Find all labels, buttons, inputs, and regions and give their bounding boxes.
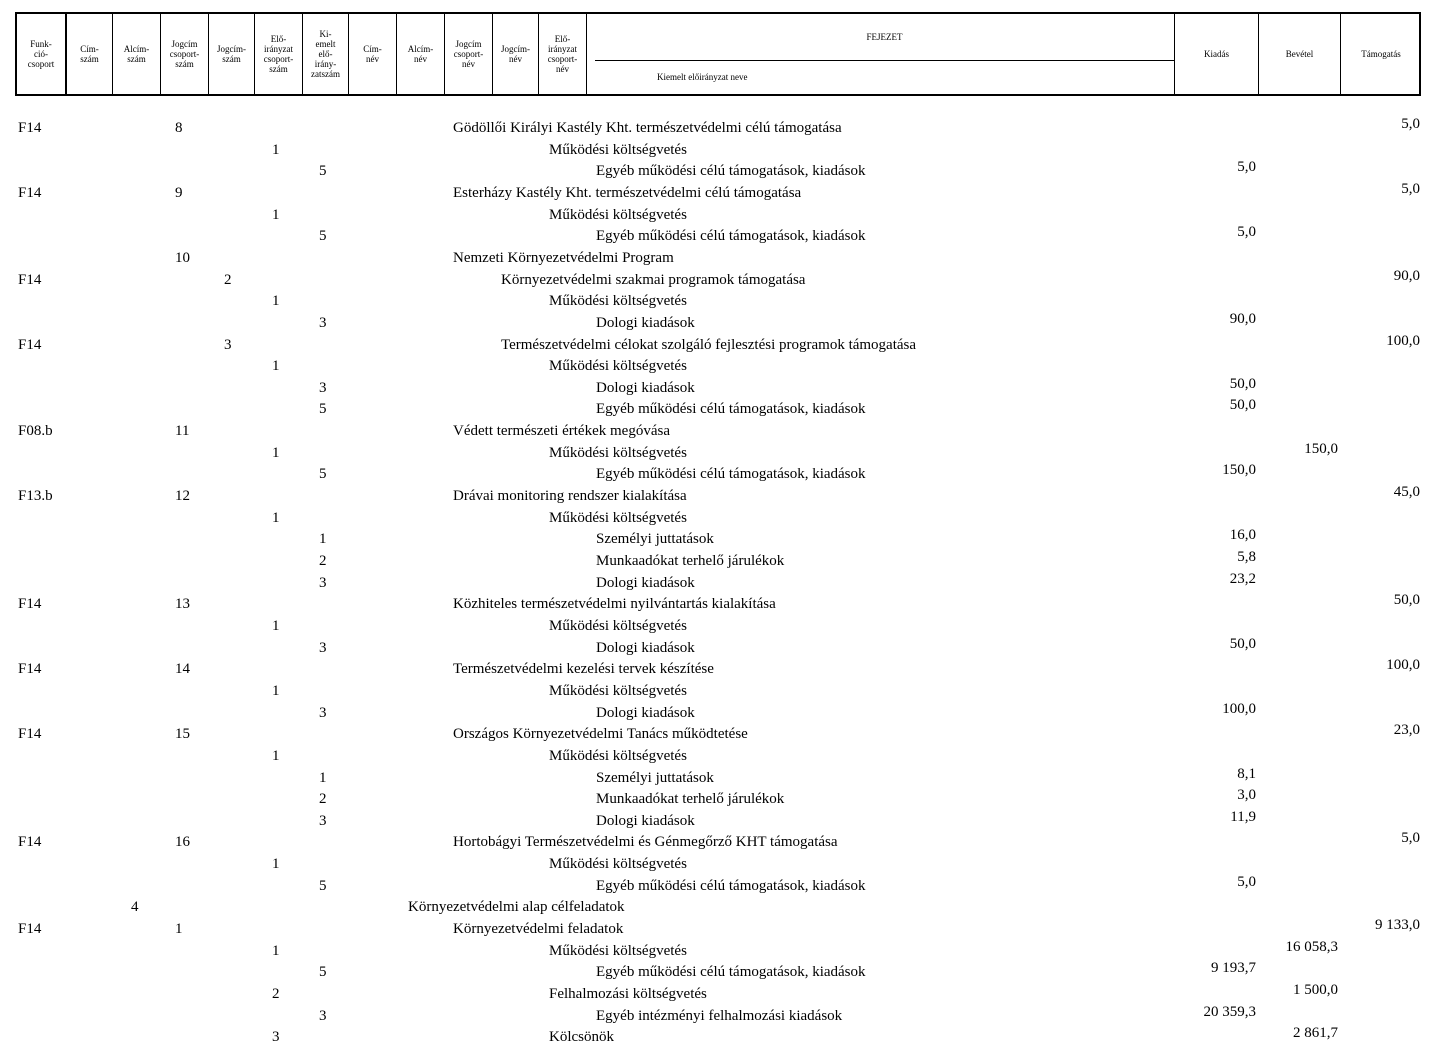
table-row: [0, 809, 1434, 834]
row-name-cell: Működési költségvetés: [549, 207, 687, 223]
row-name-cell: Egyéb működési célú támogatások, kiadások: [596, 401, 866, 417]
kiemelt-eloiranyzat-szam-cell: 2: [319, 553, 327, 569]
jogcim-csoport-szam-cell: 10: [175, 250, 190, 266]
jogcim-csoport-szam-cell: 8: [175, 120, 183, 136]
table-row: [0, 617, 1434, 639]
row-name-cell: Dologi kiadások: [596, 575, 695, 591]
row-name-cell: Környezetvédelmi feladatok: [453, 921, 624, 937]
row-name-cell: Személyi juttatások: [596, 531, 714, 547]
header-column-8: Alcím- név: [397, 14, 445, 94]
kiadas-value-cell: 23,2: [1229, 571, 1256, 587]
kiemelt-eloiranyzat-szam-cell: 5: [319, 878, 327, 894]
eloiranyzat-csoport-szam-cell: 1: [272, 207, 280, 223]
table-row: [0, 462, 1434, 487]
table-row: [0, 116, 1434, 141]
header-column-5: Elő- irányzat csoport- szám: [255, 14, 303, 94]
table-row: [0, 376, 1434, 401]
row-name-cell: Működési költségvetés: [549, 856, 687, 872]
tamogatas-value-cell: 100,0: [1386, 333, 1420, 349]
table-row: [0, 898, 1434, 920]
table-row: [0, 441, 1434, 466]
row-name-cell: Egyéb működési célú támogatások, kiadások: [596, 163, 866, 179]
row-name-cell: Országos Környezetvédelmi Tanács működtetése: [453, 726, 748, 742]
row-name-cell: Esterházy Kastély Kht. természetvédelmi célú támogatása: [453, 185, 802, 201]
tamogatas-value-cell: 5,0: [1401, 830, 1420, 846]
jogcim-csoport-szam-cell: 13: [175, 596, 190, 612]
funkcio-csoport-cell: F14: [18, 726, 42, 742]
funkcio-csoport-cell: F14: [18, 120, 42, 136]
funkcio-csoport-cell: F14: [18, 596, 42, 612]
kiemelt-eloiranyzat-szam-cell: 5: [319, 466, 327, 482]
table-row: [0, 484, 1434, 509]
header-column-10: Jogcím- név: [493, 14, 539, 94]
kiadas-value-cell: 8,1: [1237, 766, 1256, 782]
eloiranyzat-csoport-szam-cell: 1: [272, 683, 280, 699]
jogcim-csoport-szam-cell: 15: [175, 726, 190, 742]
header-column-4: Jogcím- szám: [209, 14, 255, 94]
row-name-cell: Dologi kiadások: [596, 315, 695, 331]
kiemelt-eloiranyzat-szam-cell: 5: [319, 163, 327, 179]
bevetel-value-cell: 1 500,0: [1293, 982, 1338, 998]
row-name-cell: Felhalmozási költségvetés: [549, 986, 707, 1002]
table-row: [0, 527, 1434, 552]
table-row: [0, 636, 1434, 661]
funkcio-csoport-cell: F14: [18, 272, 42, 288]
fejezet-label: FEJEZET: [595, 14, 1174, 61]
row-name-cell: Kölcsönök: [549, 1029, 614, 1045]
table-row: [0, 766, 1434, 791]
eloiranyzat-csoport-szam-cell: 1: [272, 943, 280, 959]
kiemelt-eloiranyzat-szam-cell: 1: [319, 531, 327, 547]
jogcim-szam-cell: 2: [224, 272, 232, 288]
row-name-cell: Működési költségvetés: [549, 445, 687, 461]
table-row: [0, 960, 1434, 985]
kiadas-value-cell: 20 359,3: [1203, 1004, 1256, 1020]
kiemelt-eloiranyzat-szam-cell: 3: [319, 705, 327, 721]
table-row: [0, 722, 1434, 747]
table-row: [0, 1025, 1434, 1050]
jogcim-csoport-szam-cell: 11: [175, 423, 190, 439]
row-name-cell: Munkaadókat terhelő járulékok: [596, 553, 785, 569]
table-row: [0, 549, 1434, 574]
kiemelt-eloiranyzat-szam-cell: 3: [319, 813, 327, 829]
tamogatas-column-header: Támogatás: [1361, 49, 1401, 59]
kiadas-value-cell: 50,0: [1229, 636, 1256, 652]
kiadas-value-cell: 90,0: [1229, 311, 1256, 327]
table-row: [0, 292, 1434, 314]
row-name-cell: Működési költségvetés: [549, 943, 687, 959]
kiadas-value-cell: 50,0: [1229, 397, 1256, 413]
tamogatas-value-cell: 50,0: [1393, 592, 1420, 608]
tamogatas-value-cell: 90,0: [1393, 268, 1420, 284]
table-row: [0, 701, 1434, 726]
row-name-cell: Környezetvédelmi alap célfeladatok: [408, 899, 625, 915]
header-column-11: Elő- irányzat csoport- név: [539, 14, 587, 94]
table-row: [0, 397, 1434, 422]
row-name-cell: Természetvédelmi kezelési tervek készítése: [453, 661, 714, 677]
header-column-0: Funk- ció- csoport: [17, 14, 67, 94]
row-name-cell: Nemzeti Környezetvédelmi Program: [453, 250, 674, 266]
kiemelt-eloiranyzat-szam-cell: 5: [319, 964, 327, 980]
kiadas-value-cell: 50,0: [1229, 376, 1256, 392]
bevetel-value-cell: 150,0: [1304, 441, 1338, 457]
table-row: [0, 159, 1434, 184]
row-name-cell: Működési költségvetés: [549, 510, 687, 526]
kiadas-value-cell: 100,0: [1222, 701, 1256, 717]
table-row: [0, 357, 1434, 379]
eloiranyzat-csoport-szam-cell: 1: [272, 618, 280, 634]
eloiranyzat-csoport-szam-cell: 1: [272, 293, 280, 309]
tamogatas-value-cell: 5,0: [1401, 116, 1420, 132]
tamogatas-value-cell: 5,0: [1401, 181, 1420, 197]
row-name-cell: Dologi kiadások: [596, 380, 695, 396]
bevetel-value-cell: 2 861,7: [1293, 1025, 1338, 1041]
table-row: [0, 682, 1434, 704]
row-name-cell: Személyi juttatások: [596, 770, 714, 786]
kiadas-value-cell: 5,0: [1237, 874, 1256, 890]
funkcio-csoport-cell: F14: [18, 834, 42, 850]
row-name-cell: Működési költségvetés: [549, 618, 687, 634]
kiemelt-eloiranyzat-szam-cell: 3: [319, 315, 327, 331]
header-column-2: Alcím- szám: [113, 14, 161, 94]
kiemelt-eloiranyzat-szam-cell: 3: [319, 640, 327, 656]
tamogatas-value-cell: 9 133,0: [1375, 917, 1420, 933]
row-name-cell: Drávai monitoring rendszer kialakítása: [453, 488, 687, 504]
row-name-cell: Működési költségvetés: [549, 748, 687, 764]
table-row: [0, 509, 1434, 531]
kiadas-value-cell: 5,0: [1237, 224, 1256, 240]
table-row: [0, 206, 1434, 228]
kiemelt-eloiranyzat-szam-cell: 5: [319, 228, 327, 244]
kiemelt-eloiranyzat-szam-cell: 3: [319, 1008, 327, 1024]
kiadas-value-cell: 3,0: [1237, 787, 1256, 803]
table-row: [0, 830, 1434, 855]
row-name-cell: Egyéb működési célú támogatások, kiadások: [596, 466, 866, 482]
eloiranyzat-csoport-szam-cell: 1: [272, 358, 280, 374]
row-name-cell: Munkaadókat terhelő járulékok: [596, 791, 785, 807]
header-column-6: Ki- emelt elő- irány- zatszám: [303, 14, 349, 94]
jogcim-csoport-szam-cell: 1: [175, 921, 183, 937]
table-row: [0, 917, 1434, 942]
row-name-cell: Működési költségvetés: [549, 293, 687, 309]
funkcio-csoport-cell: F14: [18, 185, 42, 201]
kiadas-value-cell: 9 193,7: [1211, 960, 1256, 976]
eloiranyzat-csoport-szam-cell: 1: [272, 445, 280, 461]
table-row: [0, 855, 1434, 877]
funkcio-csoport-cell: F14: [18, 337, 42, 353]
eloiranyzat-csoport-szam-cell: 1: [272, 142, 280, 158]
eloiranyzat-csoport-szam-cell: 1: [272, 856, 280, 872]
eloiranyzat-csoport-szam-cell: 1: [272, 510, 280, 526]
tamogatas-value-cell: 23,0: [1393, 722, 1420, 738]
table-row: [0, 592, 1434, 617]
jogcim-csoport-szam-cell: 9: [175, 185, 183, 201]
row-name-cell: Közhiteles természetvédelmi nyilvántartás kialakítása: [453, 596, 776, 612]
tamogatas-value-cell: 45,0: [1393, 484, 1420, 500]
table-row: [0, 874, 1434, 899]
row-name-cell: Környezetvédelmi szakmai programok támogatása: [501, 272, 806, 288]
table-row: [0, 422, 1434, 444]
table-row: [0, 249, 1434, 271]
kiadas-column-header: Kiadás: [1175, 14, 1259, 94]
eloiranyzat-csoport-szam-cell: 1: [272, 748, 280, 764]
row-name-cell: Természetvédelmi célokat szolgáló fejlesztési programok támogatása: [501, 337, 917, 353]
table-row: [0, 333, 1434, 358]
table-row: [0, 787, 1434, 812]
eloiranyzat-csoport-szam-cell: 3: [272, 1029, 280, 1045]
header-column-9: Jogcím csoport- név: [445, 14, 493, 94]
kiemelt-eloiranyzat-szam-cell: 2: [319, 791, 327, 807]
kiadas-value-cell: 150,0: [1222, 462, 1256, 478]
table-row: [0, 141, 1434, 163]
eloiranyzat-csoport-szam-cell: 2: [272, 986, 280, 1002]
alcim-szam-cell: 4: [131, 899, 139, 915]
row-name-cell: Hortobágyi Természetvédelmi és Génmegőrző KHT támogatása: [453, 834, 838, 850]
kiadas-value-cell: 5,0: [1237, 159, 1256, 175]
row-name-cell: Dologi kiadások: [596, 705, 695, 721]
kiadas-value-cell: 11,9: [1230, 809, 1256, 825]
funkcio-csoport-cell: F13.b: [18, 488, 53, 504]
kiadas-value-cell: 16,0: [1229, 527, 1256, 543]
jogcim-szam-cell: 3: [224, 337, 232, 353]
row-name-cell: Egyéb működési célú támogatások, kiadások: [596, 878, 866, 894]
row-name-cell: Gödöllői Királyi Kastély Kht. természetvédelmi célú támogatása: [453, 120, 842, 136]
kiemelt-eloiranyzat-szam-cell: 1: [319, 770, 327, 786]
kiemelt-eloiranyzat-label: Kiemelt előirányzat neve: [657, 72, 748, 82]
table-row: [0, 571, 1434, 596]
jogcim-csoport-szam-cell: 16: [175, 834, 190, 850]
header-column-7: Cím- név: [349, 14, 397, 94]
row-name-cell: Dologi kiadások: [596, 813, 695, 829]
table-row: [0, 181, 1434, 206]
kiemelt-eloiranyzat-szam-cell: 3: [319, 575, 327, 591]
table-row: [0, 657, 1434, 682]
jogcim-csoport-szam-cell: 14: [175, 661, 190, 677]
bevetel-column-header: Bevétel: [1259, 14, 1341, 94]
header-column-1: Cím- szám: [67, 14, 113, 94]
row-name-cell: Működési költségvetés: [549, 142, 687, 158]
row-name-cell: Dologi kiadások: [596, 640, 695, 656]
row-name-cell: Egyéb intézményi felhalmozási kiadások: [596, 1008, 843, 1024]
row-name-cell: Egyéb működési célú támogatások, kiadások: [596, 964, 866, 980]
table-row: [0, 224, 1434, 249]
table-row: [0, 311, 1434, 336]
table-row: [0, 747, 1434, 769]
tamogatas-value-cell: 100,0: [1386, 657, 1420, 673]
header-column-3: Jogcím csoport- szám: [161, 14, 209, 94]
row-name-cell: Védett természeti értékek megóvása: [453, 423, 670, 439]
jogcim-csoport-szam-cell: 12: [175, 488, 190, 504]
bevetel-value-cell: 16 058,3: [1285, 939, 1338, 955]
row-name-cell: Egyéb működési célú támogatások, kiadások: [596, 228, 866, 244]
row-name-cell: Működési költségvetés: [549, 358, 687, 374]
kiadas-value-cell: 5,8: [1237, 549, 1256, 565]
kiemelt-eloiranyzat-szam-cell: 5: [319, 401, 327, 417]
kiemelt-eloiranyzat-szam-cell: 3: [319, 380, 327, 396]
row-name-cell: Működési költségvetés: [549, 683, 687, 699]
table-row: [0, 268, 1434, 293]
funkcio-csoport-cell: F14: [18, 921, 42, 937]
funkcio-csoport-cell: F14: [18, 661, 42, 677]
funkcio-csoport-cell: F08.b: [18, 423, 53, 439]
table-row: [0, 1004, 1434, 1029]
